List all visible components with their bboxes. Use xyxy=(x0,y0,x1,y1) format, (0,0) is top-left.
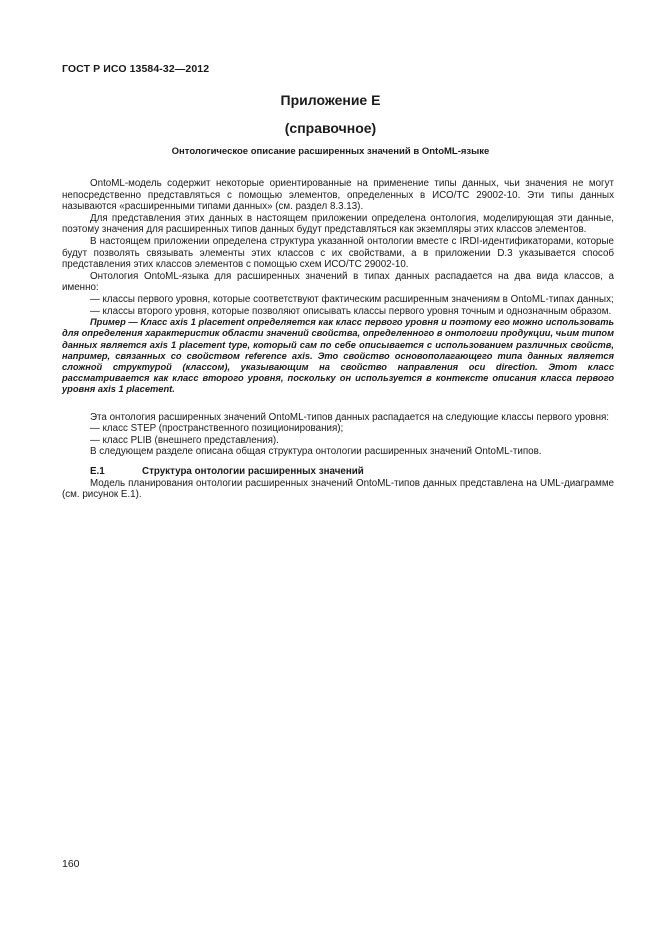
annex-title: Приложение Е xyxy=(280,92,381,108)
paragraph: OntoML-модель содержит некоторые ориентированные на применение типы данных, чьи значения не могут непосредственно представляться с помощью элементов, определенных в ИСО/ТС 29002-10. Эти типы данных называются «расширенными типами данных» (см. раздел 8.3.13). xyxy=(62,178,614,213)
section-heading xyxy=(62,466,614,478)
page-number: 160 xyxy=(62,858,80,870)
annex-heading: Онтологическое описание расширенных значений в OntoML-языке xyxy=(171,146,490,157)
list-item: — класс STEP (пространственного позиционирования); xyxy=(90,423,344,435)
section-title: Структура онтологии расширенных значений xyxy=(142,465,364,477)
list-item: — классы второго уровня, которые позволяют описывать классы первого уровня точным и однозначным образом. xyxy=(90,305,612,317)
list-item: — классы первого уровня, которые соответствуют фактическим расширенным значениям в OntoML-типах данных; xyxy=(90,293,614,305)
paragraph: В следующем разделе описана общая структура онтологии расширенных значений OntoML-типов. xyxy=(90,446,542,458)
paragraph: Эта онтология расширенных значений OntoML-типов данных распадается на следующие классы первого уровня: xyxy=(90,411,610,423)
section-number: Е.1 xyxy=(90,465,105,477)
list-item: — класс PLIB (внешнего представления). xyxy=(90,434,279,446)
paragraph: Модель планирования онтологии расширенных значений OntoML-типов данных представлена на UML-диаграмме (см. рисунок Е.1). xyxy=(62,477,614,501)
standard-designation: ГОСТ Р ИСО 13584-32—2012 xyxy=(62,63,210,75)
body-text xyxy=(62,178,614,501)
paragraph: В настоящем приложении определена структура указанной онтологии вместе с IRDI-идентификаторами, которые будут позволять связывать элементы этих классов с их свойствами, а в приложении D.3 указывается способ представления этих классов элементов с помощью схем ИСО/ТС 29002-10. xyxy=(62,235,614,271)
paragraph: Для представления этих данных в настоящем приложении определена онтология, моделирующая эти данные, поэтому значения для расширенных типов данных будут представляться как экземпляры этих классов элементов. xyxy=(62,212,614,236)
example-note: Пример — Класс axis 1 placement определяется как класс первого уровня и поэтому его можно использовать для определения характеристик области значений свойства, определенного в онтологии продукции, чьим типом данных является axis 1 placement type, который сам по себе описывается с использованием различных свойств, например, связанных со свойством reference axis. Это свойство основополагающего типа данных является сложной структурой (классом), указывающим на свойство направления оси direction. Этот класс рассматривается как класс второго уровня, поскольку он используется в контексте описания класса первого уровня axis 1 placement. xyxy=(62,317,614,395)
paragraph: Онтология OntoML-языка для расширенных значений в типах данных распадается на два вида классов, а именно: xyxy=(62,270,614,294)
annex-subtitle: (справочное) xyxy=(284,120,377,136)
